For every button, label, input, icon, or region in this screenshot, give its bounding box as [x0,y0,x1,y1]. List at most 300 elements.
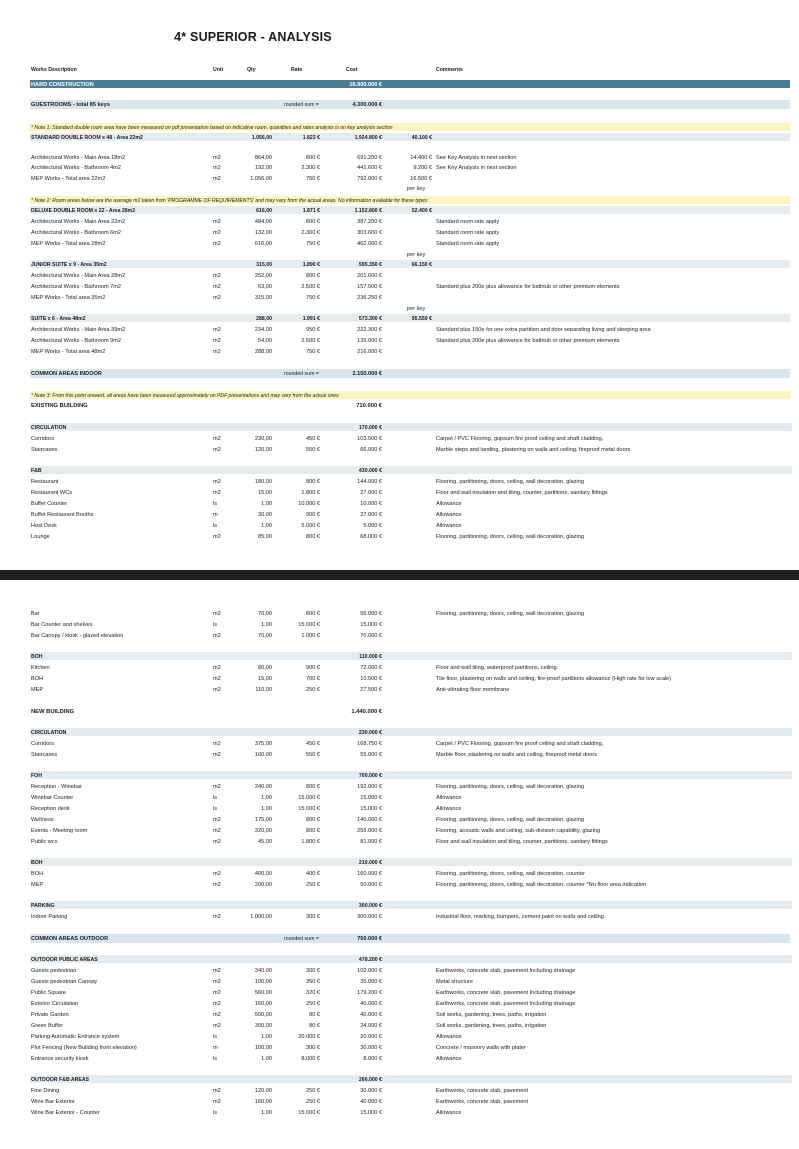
cell-cost: 15.000 € [360,794,382,801]
hard-row [0,80,799,89]
cell-rate: 300 € [306,913,320,920]
cell-rate: 750 € [306,294,320,301]
cell-com: See Key Analysis in next section [436,164,517,171]
cell-desc: Host Desk [31,522,57,529]
cell-cost: 691.200 € [357,154,382,161]
cell-qty: 340,00 [254,967,272,974]
cell-rate: 450 € [306,740,320,747]
cell-unit: m2 [213,337,221,344]
table-row [0,912,799,921]
cell-unit: m2 [213,740,221,747]
cell-rate: 800 € [306,827,320,834]
cell-unit: m [213,1044,218,1051]
cell-cost: 300.000 € [357,913,382,920]
cell-qty: 120,00 [254,1087,272,1094]
cell-com: Flooring, partitioning, doors, ceiling, wall decoration, glazing [436,610,585,617]
cell-qty: 70,00 [258,610,272,617]
cell-unit: ls [213,805,218,812]
roomtype-row [0,260,799,269]
cell-qty: 375,00 [254,740,272,747]
cell-desc: GUESTROOMS - total 85 keys [31,101,110,108]
roomtype-row [0,133,799,142]
cell-desc: BOH [31,675,44,682]
group-row [0,1075,799,1084]
cell-cost: 216.000 € [357,348,382,355]
cell-com: Standard plus 150e for one extra partition and door separating living and sleeping area [436,326,651,333]
cell-desc: Entrance security kiosk [31,1055,89,1062]
cell-desc: JUNIOR SUITE x 9 - Area 35m2 [31,261,107,268]
cell-qty: 864,00 [254,154,272,161]
cell-qty: 1,00 [261,1055,272,1062]
cell-qty: 1,00 [261,500,272,507]
cell-desc: CIRCULATION [31,424,67,431]
table-row [0,282,799,291]
cell-desc: MEP Works - Total area 28m2 [31,240,106,247]
table-row [0,434,799,443]
cell-cost: 478.200 € [358,956,382,963]
table-row [0,293,799,302]
cell-unit: m2 [213,632,221,639]
cell-qty: Qty [247,66,256,73]
cell-unit: ls [213,621,218,628]
cell-desc: MEP Works - Total area 48m2 [31,348,106,355]
cell-com: Allowance [436,511,462,518]
cell-unit: ls [213,522,218,529]
cell-desc: Guests pedestrian [31,967,77,974]
cell-cost: 10.000 € [360,500,382,507]
cell-desc: Corridors [31,435,55,442]
cell-desc: Lounge [31,533,50,540]
cell-qty: 70,00 [258,632,272,639]
cell-rate: 80 € [309,1022,320,1029]
cell-desc: Bar Canopy / kiosk - glazed elevation [31,632,124,639]
table-row [0,228,799,237]
cell-extra: 66.150 € [411,261,432,268]
table-row [0,793,799,802]
table-row [0,1021,799,1030]
cell-unit: ls [213,500,218,507]
table-row [0,620,799,629]
cell-qty: 85,00 [258,533,272,540]
group-row [0,771,799,780]
cell-desc: FOH [31,772,42,779]
cell-extra: per key [407,305,426,312]
cell-desc: * Note 1: Standard double room area have been measured on pdf presentation based on indicative room, quantities and rates analysis is on key analysis section [31,124,393,131]
cell-rate: 2.500 € [301,283,320,290]
cell-unit: m2 [213,978,221,985]
cell-cost: 157.500 € [357,283,382,290]
cell-cost: 300.000 € [358,902,382,909]
cell-cost: 50.000 € [360,881,382,888]
cell-com: Flooring, partitioning, doors, ceiling, wall decoration, glazing [436,816,585,823]
cell-qty: 230,00 [254,435,272,442]
cell-unit: m2 [213,751,221,758]
table-row [0,239,799,248]
cell-cost: 24.000 € [360,1022,382,1029]
cell-cost: 15.000 € [360,621,382,628]
cell-rate: 550 € [306,751,320,758]
cell-com: Marble floor, plastering on walls and ceiling, fireproof metal doors [436,751,598,758]
cell-qty: 45,00 [258,838,272,845]
cell-desc: PARKING [31,902,55,909]
cell-com: Soil works, gardening, trees, paths, irrigation [436,1022,547,1029]
cell-desc: Buffet Restaurant Booths [31,511,94,518]
cell-qty: 160,00 [254,1098,272,1105]
cell-com: Anti-vibrating floor membrane [436,686,510,693]
cell-qty: 132,00 [254,229,272,236]
heading-row [0,707,799,716]
cell-cost: 2.150.000 € [352,370,382,377]
table-row [0,966,799,975]
cell-qty: 400,00 [254,870,272,877]
cell-cost: 144.000 € [357,478,382,485]
cell-rate: 250 € [306,1098,320,1105]
cell-desc: COMMON AREAS OUTDOOR [31,935,109,942]
cell-com: Earthworks, concrete slab, pavement Including drainage [436,967,576,974]
cell-qty: 30,00 [258,511,272,518]
cell-unit: m2 [213,348,221,355]
cell-rate: rounded sum = [284,101,319,108]
cell-rate: 1.800 € [301,489,320,496]
cell-rate: 1.890 € [302,261,320,268]
cell-rate: 5.000 € [301,522,320,529]
cell-cost: 55.000 € [360,751,382,758]
cell-qty: 500,00 [254,1011,272,1018]
cell-desc: Buffet Counter [31,500,67,507]
table-row [0,174,799,183]
cell-com: Allowance [436,794,462,801]
cell-desc: Events - Meeting room [31,827,88,834]
cell-unit: m2 [213,610,221,617]
cell-rate: Rate [291,66,303,73]
cell-cost: 103.500 € [357,435,382,442]
table-row [0,488,799,497]
cell-desc: DELUXE DOUBLE ROOM x 22 - Area 28m2 [31,207,136,214]
cell-com: Standard plus 200e plus allowance for bathtub or other premium elements [436,337,620,344]
cell-rate: 2.300 € [301,229,320,236]
cell-cost: 140.000 € [357,816,382,823]
cell-extra: per key [407,185,426,192]
cell-qty: 300,00 [254,1022,272,1029]
cell-rate: 350 € [306,978,320,985]
table-row [0,739,799,748]
cell-qty: 1.056,00 [251,134,272,141]
cell-unit: m2 [213,913,221,920]
cell-qty: 100,00 [254,978,272,985]
cell-rate: 750 € [306,240,320,247]
cell-desc: Plot Fencing (New Building front elevation) [31,1044,137,1051]
cell-qty: 80,00 [258,664,272,671]
cell-cost: 15.000 € [360,805,382,812]
cell-cost: 20.000 € [360,1033,382,1040]
cell-unit: m2 [213,967,221,974]
cell-desc: Architectural Works - Bathroom 7m2 [31,283,122,290]
cell-desc: Parking Automatic Entrance system [31,1033,120,1040]
cell-desc: Restaurant WCs [31,489,73,496]
cell-rate: 250 € [306,881,320,888]
cell-com: Standard room rate apply [436,229,500,236]
table-row [0,1086,799,1095]
cell-cost: 70.000 € [360,632,382,639]
cell-unit: m2 [213,435,221,442]
cell-cost: 168.750 € [357,740,382,747]
cell-cost: 222.300 € [357,326,382,333]
cell-com: Flooring, partitioning, doors, ceiling, wall decoration, glazing [436,783,585,790]
table-row [0,163,799,172]
cell-desc: MEP [31,686,44,693]
cell-com: Earthworks, concrete slab, pavement Including drainage [436,1000,576,1007]
table-row [0,153,799,162]
cell-desc: CIRCULATION [31,729,67,736]
cell-cost: Cost [346,66,358,73]
cell-desc: Fine Dining [31,1087,60,1094]
cell-desc: BOH [31,859,43,866]
cell-qty: 252,00 [254,272,272,279]
cell-desc: BOH [31,870,44,877]
cell-cost: 40.000 € [360,1011,382,1018]
cell-desc: STANDARD DOUBLE ROOM x 48 - Area 22m2 [31,134,143,141]
cell-desc: Architectural Works - Bathroom 9m2 [31,337,122,344]
cell-rate: 800 € [306,610,320,617]
cell-desc: MEP Works - Total area 35m2 [31,294,106,301]
cell-rate: 15.000 € [298,621,320,628]
cell-desc: Kitchen [31,664,50,671]
cell-rate: 800 € [306,218,320,225]
cell-unit: ls [213,1055,218,1062]
cell-rate: 320 € [306,989,320,996]
cell-qty: 175,00 [254,816,272,823]
group-row [0,858,799,867]
cell-desc: Reception desk [31,805,70,812]
table-row [0,347,799,356]
cell-qty: 110,00 [255,686,272,693]
cell-qty: 192,00 [254,164,272,171]
cell-qty: 484,00 [254,218,272,225]
cell-desc: * Note 2: Room areas below are the average m2 taken from 'PROGRAMME OF REQUIREMENTS' and may vary from the actual areas. No information available for these types [31,197,428,204]
cell-desc: Public wcs [31,838,58,845]
cell-cost: 66.000 € [360,446,382,453]
page-separator [0,570,799,580]
cell-unit: m2 [213,175,221,182]
cell-rate: 8.000 € [301,1055,320,1062]
table-row [0,510,799,519]
cell-unit: m2 [213,783,221,790]
cell-com: Floor and wall insulation and tiling, counter, partitions, sanitary fittings [436,838,608,845]
note-row [0,123,799,132]
cell-unit: m2 [213,827,221,834]
cell-qty: 288,00 [254,348,272,355]
cell-rate: 800 € [306,272,320,279]
table-row [0,999,799,1008]
cell-desc: Wine Bar Exterior - Counter [31,1109,100,1116]
cell-cost: 710.000 € [356,402,382,409]
cell-com: Standard room rate apply [436,218,500,225]
cell-com: Comments [436,66,463,73]
cell-cost: 700.000 € [358,772,382,779]
cell-cost: 430.000 € [358,467,382,474]
cell-rate: 80 € [309,1011,320,1018]
cell-rate: 250 € [306,1000,320,1007]
perkey-row [0,304,799,313]
table-row [0,271,799,280]
perkey-row [0,184,799,193]
table-row [0,826,799,835]
cell-com: Floor and wall tiling, waterproof partitions, ceiling. [436,664,559,671]
cell-cost: 192.000 € [357,783,382,790]
cell-com: Flooring, partitioning, doors, ceiling, wall decoration, counter *No floor area indication [436,881,647,888]
cell-cost: 110.000 € [359,653,382,660]
cell-com: See Key Analysis in next section [436,154,517,161]
cell-com: Floor and wall insulation and tiling, counter, partitions, sanitary fittings [436,489,608,496]
table-row [0,1010,799,1019]
cell-unit: m2 [213,229,221,236]
cell-desc: Bar Counter and shelves [31,621,93,628]
header-row [0,65,799,74]
cell-unit: m2 [213,294,221,301]
cell-unit: m2 [213,1098,221,1105]
cell-com: Soil works, gardening, trees, paths, irrigation [436,1011,547,1018]
table-row [0,977,799,986]
group-row [0,466,799,475]
table-row [0,609,799,618]
cell-cost: 170.000 € [358,424,382,431]
cell-rate: 250 € [306,1087,320,1094]
cell-rate: 15.000 € [298,794,320,801]
table-row [0,499,799,508]
cell-unit: m2 [213,164,221,171]
cell-com: Standard plus 200e plus allowance for bathtub or other premium elements [436,283,620,290]
cell-desc: Wine Bar Exterior [31,1098,75,1105]
cell-unit: ls [213,1109,218,1116]
cell-desc: Works Description [31,66,77,73]
cell-unit: ls [213,1033,218,1040]
cell-com: Allowance [436,1055,462,1062]
cell-rate: 800 € [306,533,320,540]
table-row [0,685,799,694]
cell-cost: 102.000 € [357,967,382,974]
cell-qty: 288,00 [256,315,272,322]
cell-cost: 160.000 € [357,870,382,877]
cell-desc: Architectural Works - Bathroom 4m2 [31,164,122,171]
cell-qty: 100,00 [254,751,272,758]
cell-rate: 2.300 € [301,164,320,171]
cell-qty: 100,00 [254,1044,272,1051]
cell-qty: 1,00 [261,794,272,801]
cell-cost: 68.000 € [360,533,382,540]
table-row [0,988,799,997]
cell-unit: m2 [213,870,221,877]
cell-unit: m2 [213,154,221,161]
cell-rate: 700 € [306,675,320,682]
cell-rate: 300 € [306,967,320,974]
table-row [0,217,799,226]
cell-rate: 1.991 € [302,315,320,322]
cell-unit: m2 [213,533,221,540]
cell-cost: 441.600 € [357,164,382,171]
cell-qty: 160,00 [254,1000,272,1007]
table-row [0,663,799,672]
cell-com: Metal structure [436,978,473,985]
cell-cost: 27.500 € [360,686,382,693]
band-row [0,934,799,943]
cell-rate: 1.823 € [302,134,320,141]
cell-cost: 210.000 € [358,859,382,866]
cell-cost: 27.000 € [360,489,382,496]
cell-cost: 303.600 € [357,229,382,236]
cell-qty: 180,00 [254,478,272,485]
table-row [0,815,799,824]
cell-com: Allowance [436,1109,462,1116]
cell-desc: Architectural Works - Main Area 28m2 [31,272,126,279]
group-row [0,955,799,964]
cell-cost: 573.300 € [358,315,382,322]
cell-com: Marble steps and landing, plastering on walls and ceiling, fireproof metal doors [436,446,631,453]
cell-cost: 1.440.000 € [351,708,382,715]
cell-unit: m2 [213,478,221,485]
cell-com: Industrial floor, marking, bumpers, cement paint on walls and ceiling [436,913,604,920]
cell-desc: Architectural Works - Main Area 22m2 [31,218,126,225]
cell-unit: m2 [213,272,221,279]
cell-qty: 63,00 [258,283,272,290]
table-row [0,750,799,759]
cell-desc: Architectural Works - Main Area 39m2 [31,326,126,333]
cell-cost: 4.300.000 € [352,101,382,108]
cell-unit: ls [213,794,218,801]
cell-com: Carpet / PVC Flooring, gupsum fire proof ceiling and shaft cladding, [436,740,604,747]
table-row [0,1097,799,1106]
cell-rate: 800 € [306,816,320,823]
group-row [0,652,799,661]
cell-rate: 400 € [306,870,320,877]
cell-cost: 40.000 € [360,1000,382,1007]
roomtype-row [0,314,799,323]
cell-unit: m2 [213,326,221,333]
cell-unit: m2 [213,664,221,671]
cell-com: Tile floor, plastering on walls and ceiling, fire-proof partitions allowance (High rate for low scale) [436,675,672,682]
cell-rate: 450 € [306,435,320,442]
cell-desc: OUTDOOR PUBLIC AREAS [31,956,98,963]
cell-desc: Architectural Works - Main Area 18m2 [31,154,126,161]
cell-extra: per key [407,251,426,258]
cell-com: Flooring, partitioning, doors, ceiling, wall decoration, glazing [436,533,585,540]
cell-cost: 792.000 € [357,175,382,182]
cell-cost: 30.000 € [360,1044,382,1051]
cell-com: Flooring, partitioning, doors, ceiling, wall decoration, glazing [436,478,585,485]
cell-unit: m2 [213,881,221,888]
cell-desc: NEW BUILDING [31,708,75,715]
cell-qty: 315,00 [254,294,272,301]
cell-qty: 1,00 [261,522,272,529]
cell-cost: 16.900.000 € [349,81,382,88]
table-row [0,1054,799,1063]
note-row [0,391,799,400]
cell-qty: 1,00 [261,621,272,628]
table-row [0,532,799,541]
cell-rate: 950 € [306,326,320,333]
cell-cost: 27.000 € [360,511,382,518]
cell-desc: SUITE x 6 - Area 48m2 [31,315,86,322]
cell-qty: 234,00 [254,326,272,333]
cell-unit: m2 [213,686,221,693]
cell-unit: m2 [213,838,221,845]
group-row [0,728,799,737]
cell-desc: Indoor Parking [31,913,68,920]
cell-rate: 15.000 € [298,1109,320,1116]
band-row [0,100,799,109]
table-row [0,1032,799,1041]
cell-desc: HARD CONSTRUCTION [31,81,94,88]
roomtype-row [0,206,799,215]
